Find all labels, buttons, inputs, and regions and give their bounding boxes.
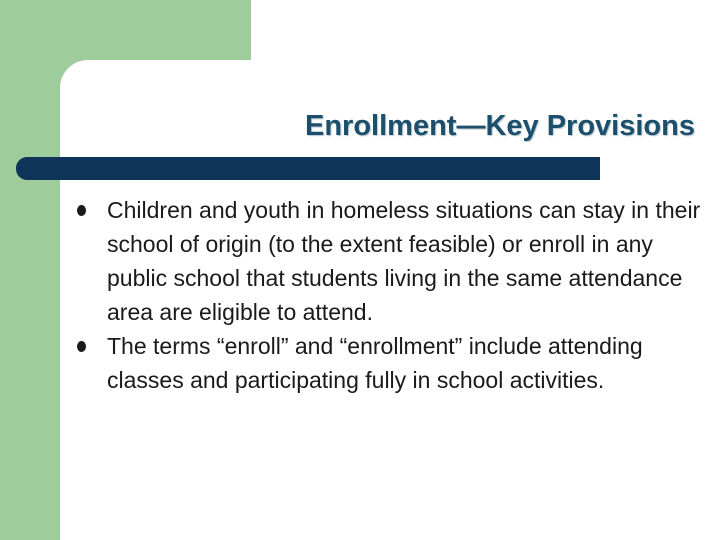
- content-area-corner: [60, 60, 116, 116]
- bullet-dot-icon: [77, 341, 86, 352]
- bullet-item: [74, 193, 704, 329]
- title-underline-bar: [16, 157, 600, 180]
- bullet-dot-icon: [77, 205, 86, 216]
- slide-title: Enrollment—Key Provisions: [305, 110, 695, 142]
- bullet-item: [74, 329, 704, 397]
- green-accent-band: [0, 0, 60, 540]
- bullet-text: Children and youth in homeless situations can stay in their school of origin (to the extent feasible) or enroll in any public school that students living in the same attendance area are eligible to attend.: [107, 197, 701, 325]
- bullet-text: The terms “enroll” and “enrollment” include attending classes and participating fully in school activities.: [107, 333, 643, 393]
- bullet-list: [74, 193, 704, 397]
- green-accent-block: [0, 0, 251, 60]
